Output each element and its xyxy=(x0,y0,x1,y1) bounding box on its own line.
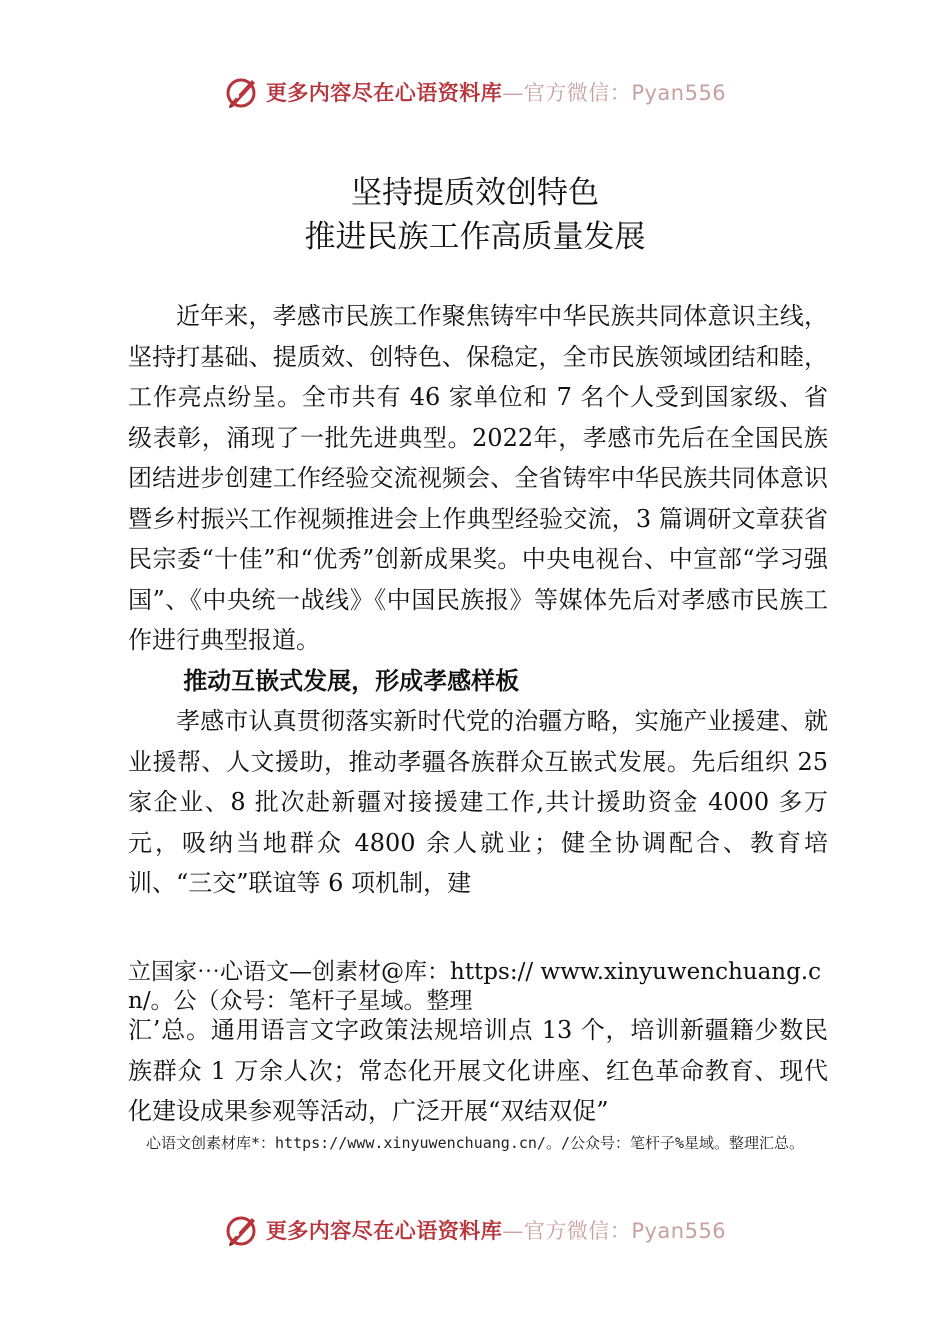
continuation-paragraph: 汇’总。通用语言文字政策法规培训点 13 个，培训新疆籍少数民族群众 1 万余人次；常态化开展文化讲座、红色革命教育、现代化建设成果参观等活动，广泛开展“双结双促” xyxy=(128,1016,828,1125)
banner-official-text: —官方微信： xyxy=(502,81,632,105)
banner-library-text: 更多内容尽在心语资料库 xyxy=(265,1218,503,1243)
banner-official-text: —官方微信： xyxy=(502,1219,632,1243)
document-title-line2: 推进民族工作高质量发展 xyxy=(304,219,646,255)
banner-wechat-id: Pyan556 xyxy=(631,81,727,105)
intro-paragraph: 近年来，孝感市民族工作聚焦铸牢中华民族共同体意识主线，坚持打基础、提质效、创特色、保稳定，全市民族领域团结和睦，工作亮点纷呈。全市共有 46 家单位和 7 名个人受到国家级、省级表彰，涌现了一批先进典型。2022年，孝感市先后在全国民族团结进步创建工作经验交流视频会、全省铸牢中华民族共同体意识暨乡村振兴工作视频推进会上作典型经验交流，3 篇调研文章获省民宗委“十佳”和“优秀”创新成果奖。中央电视台、中宣部“学习强国”、《中央统一战线》《中国民族报》等媒体先后对孝感市民族工作进行典型报道。 xyxy=(128,302,828,654)
pen-logo-icon xyxy=(224,1212,260,1248)
continuation-text xyxy=(128,1010,828,1132)
section-heading: 推动互嵌式发展，形成孝感样板 xyxy=(183,665,520,695)
watermark-insert-text: 立国家⋯心语文—创素材@库：https:// www.xinyuwenchuang.cn/。公（众号：笔杆子星域。整理 xyxy=(128,959,822,1014)
bottom-banner xyxy=(0,1210,950,1250)
pen-logo-icon xyxy=(224,74,260,110)
banner-text xyxy=(266,77,726,107)
banner-wechat-id: Pyan556 xyxy=(631,1219,727,1243)
banner-text xyxy=(266,1215,726,1245)
banner-library-text: 更多内容尽在心语资料库 xyxy=(265,80,503,105)
document-title-line1: 坚持提质效创特色 xyxy=(351,175,599,211)
top-banner xyxy=(0,72,950,112)
section-paragraph: 孝感市认真贯彻落实新时代党的治疆方略，实施产业援建、就业援帮、人文援助，推动孝疆各族群众互嵌式发展。先后组织 25 家企业、8 批次赴新疆对接援建工作,共计援助资金 4000 多万元，吸纳当地群众 4800 余人就业；健全协调配合、教育培训、“三交”联谊等 6 项机制，建 xyxy=(128,707,828,897)
document-body xyxy=(128,296,828,904)
footer-watermark-note: 心语文创素材库*：https://www.xinyuwenchuang.cn/。/公众号：笔杆子%星域。整理汇总。 xyxy=(145,1134,805,1152)
